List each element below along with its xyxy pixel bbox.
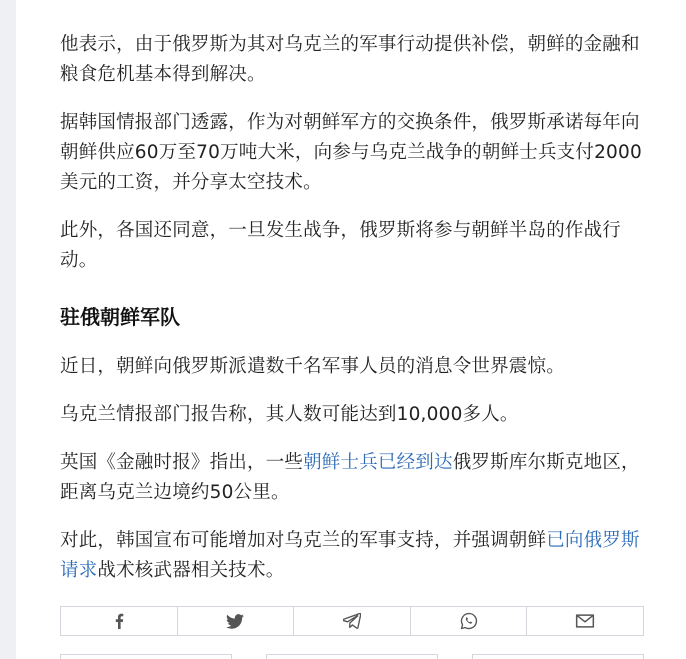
related-card[interactable] [266, 654, 438, 659]
related-cards-row [60, 654, 644, 659]
article-paragraph-ft [60, 448, 645, 508]
share-twitter-button[interactable] [178, 607, 295, 635]
related-card[interactable] [60, 654, 232, 659]
twitter-icon [226, 614, 244, 629]
whatsapp-icon [460, 612, 478, 630]
share-whatsapp-button[interactable] [411, 607, 528, 635]
paragraph-text: 俄罗斯库尔斯克地区，距离乌克兰边境约50公里。 [60, 452, 640, 503]
related-card[interactable] [472, 654, 644, 659]
paragraph-text: 对此，韩国宣布可能增加对乌克兰的军事支持，并强调朝鲜 [60, 530, 547, 551]
facebook-icon [112, 613, 126, 629]
article-paragraph: 据韩国情报部门透露，作为对朝鲜军方的交换条件，俄罗斯承诺每年向朝鲜供应60万至70万吨大米，向参与乌克兰战争的朝鲜士兵支付2000美元的工资，并分享太空技术。 [60, 112, 642, 193]
article-paragraph-korea [60, 526, 645, 586]
article-paragraph: 此外，各国还同意，一旦发生战争，俄罗斯将参与朝鲜半岛的作战行动。 [60, 220, 622, 271]
telegram-icon [343, 613, 361, 629]
article-paragraph: 他表示，由于俄罗斯为其对乌克兰的军事行动提供补偿，朝鲜的金融和粮食危机基本得到解决。 [60, 34, 640, 85]
section-heading: 驻俄朝鲜军队 [60, 305, 180, 329]
paragraph-text: 英国《金融时报》指出，一些 [60, 452, 304, 473]
link-soldiers-arrived[interactable]: 朝鲜士兵已经到达 [303, 452, 453, 473]
link-requested-russia[interactable]: 已向俄罗斯请求 [60, 530, 640, 581]
email-icon [575, 613, 595, 629]
article-body [16, 0, 686, 659]
article-content [60, 30, 645, 604]
share-bar [60, 606, 644, 636]
share-facebook-button[interactable] [61, 607, 178, 635]
share-email-button[interactable] [527, 607, 643, 635]
article-paragraph: 近日，朝鲜向俄罗斯派遣数千名军事人员的消息令世界震惊。 [60, 356, 565, 377]
article-paragraph: 乌克兰情报部门报告称，其人数可能达到10,000多人。 [60, 404, 519, 425]
share-telegram-button[interactable] [294, 607, 411, 635]
paragraph-text: 战术核武器相关技术。 [97, 560, 285, 581]
